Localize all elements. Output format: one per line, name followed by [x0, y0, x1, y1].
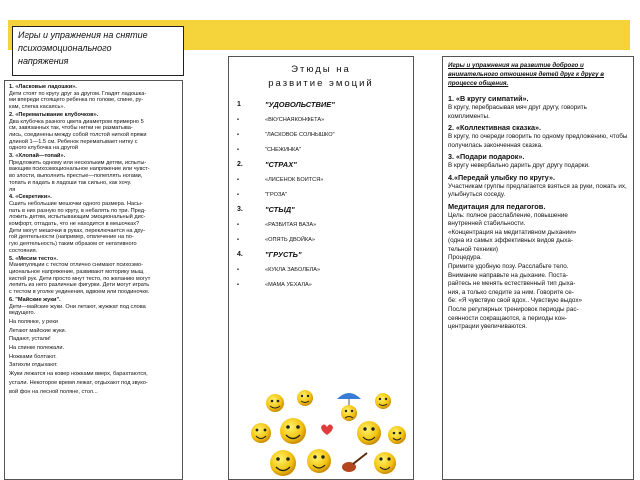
- emotion-label: "УДОВОЛЬСТВИЕ": [265, 100, 335, 109]
- left-game-text-line: ложить детям, испытывающим эмоциональный дис-: [9, 214, 146, 221]
- etude-item: [237, 172, 413, 187]
- left-game-text-line: гой деятельности (например, отвлечение на по-: [9, 234, 134, 241]
- emotion-label: "СТРАХ": [265, 160, 297, 169]
- left-poem-line: Летают майские жуки.: [9, 327, 67, 334]
- emoji-smileys-illustration: [249, 387, 409, 479]
- left-game-text-line: кистей рук. Дети просто мнут тесто, по желанию могут: [9, 275, 151, 282]
- left-poem-line: На полянке, у реки: [9, 318, 58, 325]
- emotion-number: •: [237, 146, 239, 153]
- emotion-label: «ВКУСНАЯКОНФЕТА»: [265, 116, 325, 123]
- meditation-line: (одна из самых эффективных видов дыха-: [448, 237, 573, 245]
- smiley-face-icon: [388, 426, 406, 444]
- smiley-face-icon: [357, 421, 381, 445]
- left-game-text-line: гую деятельность) таким образом от негативного: [9, 241, 137, 248]
- left-game-text-line: во злости, выполнить престые—попеплять ногами,: [9, 173, 143, 180]
- emotion-heading: [237, 202, 413, 217]
- smiley-face-icon: [266, 394, 284, 412]
- left-game-text-line: состояния.: [9, 247, 38, 254]
- left-poem-line: Затихли отдыхают.: [9, 362, 58, 369]
- left-game-text-line: ля: [9, 186, 16, 193]
- right-game-heading: 4.«Передай улыбку по кругу».: [448, 172, 555, 182]
- smiley-face-icon: [307, 449, 331, 473]
- etude-item: [237, 217, 413, 232]
- smiley-face-icon: [280, 418, 306, 444]
- left-column: [4, 80, 183, 480]
- left-game-item: [9, 194, 178, 254]
- left-game-text-line: лепить из него различные фигурки. Дети могут играть: [9, 282, 150, 289]
- left-game-text-line: с тестом в уголке уединения, вдвоем или поодиночке.: [9, 289, 150, 296]
- emotion-number: •: [237, 221, 239, 228]
- smiley-face-icon: [270, 450, 296, 476]
- left-game-text-line: Два клубочка разного цвета диаметром примерно 5: [9, 118, 144, 125]
- left-poem-line: устали. Некоторое время лежат, отдыхают под звуко-: [9, 379, 148, 386]
- emotion-number: 2.: [237, 161, 243, 168]
- left-game-text-line: кам, слегка касаясь».: [9, 104, 66, 111]
- left-game-text-line: Сшить небольшие мешочки одного размера. Насы-: [9, 200, 143, 207]
- left-poem-line: На спинке полежали.: [9, 345, 65, 352]
- middle-column: [228, 56, 414, 480]
- meditation-line: Примите удобную позу. Расслабьте тело.: [448, 263, 569, 271]
- emotion-label: "ЛАСКОВОЕ СОЛНЫШКО": [265, 131, 335, 138]
- emotions-list: [229, 91, 413, 292]
- emotion-heading: [237, 97, 413, 112]
- guitar-icon: [342, 453, 367, 472]
- meditation-line: «Концентрация на медитативном дыхании»: [448, 228, 577, 236]
- emotion-label: "ГРОЗА": [265, 191, 288, 198]
- left-poem-line: вой фон на лесной поляне, стол...: [9, 388, 98, 395]
- heart-icon: [321, 425, 333, 436]
- left-game-text-line: Манипуляции с тестом отлично снимают психоэмо-: [9, 262, 143, 269]
- left-game-text-line: комфорт, отгадать, что не находится в мешочках?: [9, 221, 140, 228]
- emotion-label: «КУКЛА ЗАБОЛЕЛА»: [265, 266, 321, 273]
- left-game-heading: 5. «Месим тесто».: [9, 255, 58, 262]
- meditation-line: райтесь не менять естественный тип дыха-: [448, 280, 576, 288]
- smiley-face-icon: [297, 390, 313, 406]
- emotion-number: •: [237, 131, 239, 138]
- left-game-heading: 3. «Хлопай—топай».: [9, 153, 66, 160]
- meditation-line: Процедура.: [448, 254, 482, 262]
- emotion-label: "СНЕЖИНКА": [265, 146, 301, 153]
- emotion-number: 1: [237, 101, 241, 108]
- title-box: [12, 26, 184, 76]
- emotion-number: 3.: [237, 206, 243, 213]
- left-poem-line: Ножками болтают.: [9, 353, 57, 360]
- meditation-line: бе: «Я чувствую свой вдох.. Чувствую выдох»: [448, 297, 582, 305]
- emotion-heading: [237, 157, 413, 172]
- left-game-text-line: Дети стоят по кругу друг за другом. Гладят ладошка-: [9, 90, 147, 97]
- meditation-line: Цель: полное расслабление, повышение: [448, 211, 568, 219]
- mid-title: [229, 57, 413, 91]
- smiley-face-icon: [251, 423, 271, 443]
- meditation-line: ния, а только следите за ним. Говорите се-: [448, 288, 574, 296]
- right-game-heading: 2. «Коллективная сказка».: [448, 123, 541, 132]
- right-game-text: В кругу, по очереди говорить по одному предложению, чтобы получилась законченная сказка.: [448, 133, 628, 149]
- meditation-line: внутренней стабильности.: [448, 220, 526, 228]
- right-column: [442, 56, 634, 480]
- left-game-item: [9, 297, 178, 317]
- left-game-text-line: Предложить одному или нескольким детям, испыты-: [9, 159, 147, 166]
- sad-face-icon: [341, 405, 357, 421]
- emotion-number: •: [237, 116, 239, 123]
- left-game-text-line: см, завязанных так, чтобы нитки не разматыва-: [9, 125, 133, 132]
- emotion-number: •: [237, 191, 239, 198]
- emotion-label: "СТЫД": [265, 205, 295, 214]
- left-game-text-line: Дети могут мешочки в руках, переключается на дру-: [9, 227, 146, 234]
- emotion-label: «ОПЯТЬ ДВОЙКА»: [265, 236, 315, 243]
- right-heading: Игры и упражнения на развитие доброго и внимательного отношения детей друг к другу в процессе общения.: [448, 62, 604, 87]
- left-game-item: [9, 153, 178, 193]
- right-game-text: Участникам группы предлагается взяться за руки, пожать их, улыбнуться соседу.: [448, 182, 627, 198]
- meditation-line: центрации увеличиваются.: [448, 323, 527, 331]
- emotion-label: «ЛИСЕНОК БОИТСЯ»: [265, 176, 324, 183]
- etude-item: [237, 277, 413, 292]
- etude-item: [237, 127, 413, 142]
- emotion-label: "ГРУСТЬ": [265, 250, 302, 259]
- etude-item: [237, 187, 413, 202]
- etude-item: [237, 262, 413, 277]
- emotion-number: •: [237, 236, 239, 243]
- right-game-text: В кругу невербально дарить друг другу подарки.: [448, 162, 590, 169]
- left-game-heading: 2. «Перематывание клубочков».: [9, 111, 99, 118]
- title-line: Игры и упражнения на снятие: [18, 30, 148, 40]
- left-game-heading: 6. "Майские жуки".: [9, 296, 61, 303]
- left-game-text-line: топать и падать в ладоши так сильно, как хочу.: [9, 179, 132, 186]
- emotion-number: •: [237, 266, 239, 273]
- mid-title-line1: Этюды на: [291, 64, 351, 75]
- left-game-item: [9, 256, 178, 296]
- left-game-text-line: Дети—майские жуки. Они летают, жужжат под слова: [9, 303, 146, 310]
- emotion-number: •: [237, 281, 239, 288]
- right-game-heading: 3. «Подари подарок».: [448, 152, 525, 161]
- mid-title-line2: развитие эмоций: [268, 78, 374, 89]
- meditation-line: После регулярных тренировок периоды рас-: [448, 306, 579, 314]
- left-game-item: [9, 112, 178, 152]
- meditation-line: тельной техники): [448, 245, 498, 253]
- left-poem-line: Жуки лежатся на ковер ножками вверх, барахтаются,: [9, 371, 148, 378]
- left-game-text-line: длиной 1—1.5 см. Ребенок перематывает нитку с: [9, 138, 138, 145]
- emotion-heading: [237, 247, 413, 262]
- emotion-label: «РАЗБИТАЯ ВАЗА»: [265, 221, 317, 228]
- etude-item: [237, 142, 413, 157]
- right-game-text: В кругу, перебрасывая мяч друг другу, говорить комплименты.: [448, 104, 587, 120]
- etude-item: [237, 232, 413, 247]
- emotion-number: 4.: [237, 251, 243, 258]
- meditation-title: Медитация для педагогов.: [448, 201, 546, 211]
- etude-item: [237, 112, 413, 127]
- left-game-text-line: ведущего.: [9, 310, 36, 317]
- meditation-line: сеянности сокращаются, а периоды кон-: [448, 314, 567, 322]
- smiley-face-icon: [374, 452, 396, 474]
- left-game-text-line: одного клубочка на другой: [9, 145, 79, 152]
- left-game-text-line: циональное напряжение, развивают моторику мыщ: [9, 268, 144, 275]
- left-game-text-line: ми впереди стоящего ребенка по голове, спине, ру-: [9, 97, 144, 104]
- emotion-label: «МАМА УЕХАЛА»: [265, 281, 312, 288]
- left-game-heading: 1. «Ласковые ладошки».: [9, 84, 77, 90]
- left-poem-line: Падают, устали!: [9, 336, 51, 343]
- left-game-text-line: пать в них разную по кругу, в небалять по три. Пред-: [9, 207, 146, 214]
- left-game-text-line: лись, соединены между собой толстой ниткой пряжи: [9, 131, 147, 138]
- title-line: напряжения: [18, 56, 69, 66]
- title-line: психоэмоционального: [18, 43, 112, 53]
- right-game-heading: 1. «В кругу симпатий».: [448, 94, 529, 103]
- smiley-face-icon: [375, 393, 391, 409]
- emotion-number: •: [237, 176, 239, 183]
- left-game-heading: 4. «Секретики».: [9, 194, 52, 201]
- meditation-line: Внимание направьте на дыхание. Поста-: [448, 271, 568, 279]
- left-game-text-line: вающим психоэмоциональное напряжение или чувст-: [9, 166, 150, 173]
- left-game-item: [9, 84, 178, 111]
